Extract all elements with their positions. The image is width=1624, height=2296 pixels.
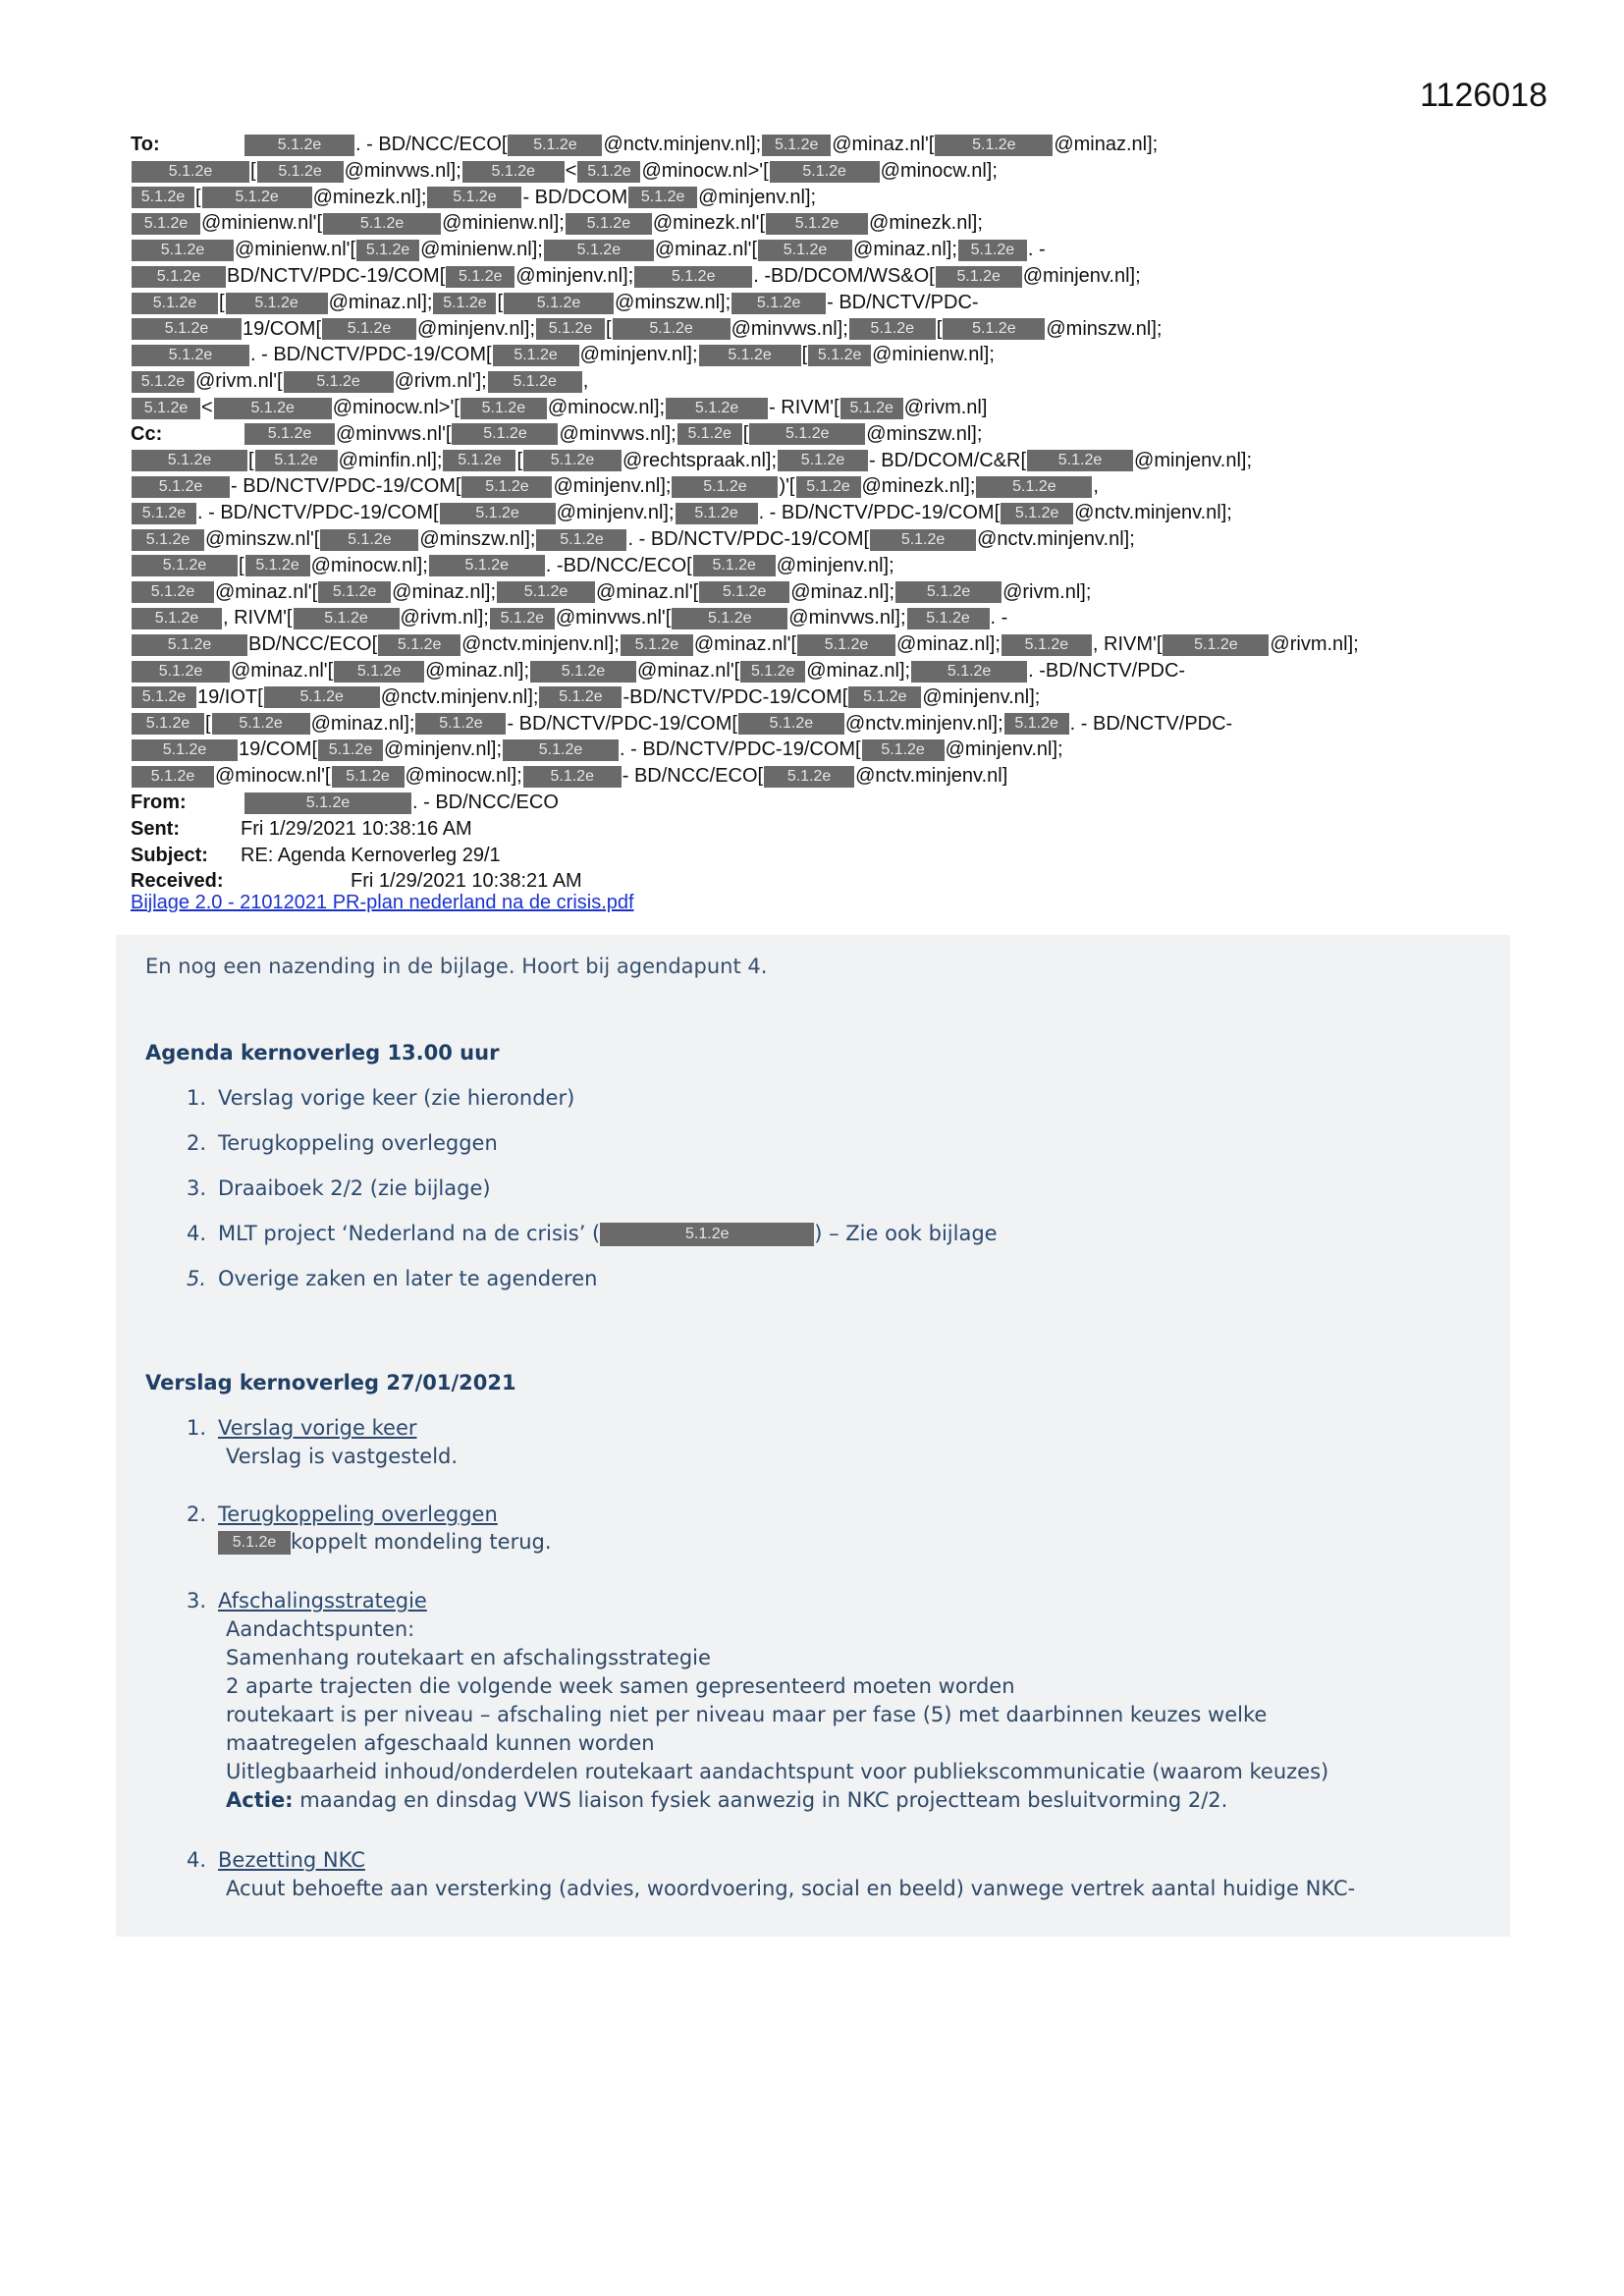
- header-line: [131, 395, 1505, 421]
- address-fragment: . -BD/DCOM/WS&O[: [753, 264, 935, 287]
- header-line: [131, 473, 1505, 500]
- verslag-item-title: 1. Verslag vorige keer: [187, 1416, 417, 1440]
- received-label: Received:: [131, 870, 224, 893]
- agenda-item: 4. MLT project ‘Nederland na de crisis’ ( 5.1.2e ) – Zie ook bijlage: [187, 1222, 998, 1245]
- redaction-box: 5.1.2e: [318, 581, 391, 603]
- redaction-box: 5.1.2e: [443, 450, 515, 471]
- header-line: [131, 448, 1505, 474]
- agenda-item: 3. Draaiboek 2/2 (zie bijlage): [187, 1176, 491, 1200]
- address-fragment: [: [936, 317, 943, 340]
- address-fragment: @rivm.nl]: [903, 396, 988, 418]
- address-fragment: @minjenv.nl];: [515, 264, 634, 287]
- address-fragment: @minienw.nl'[: [201, 212, 323, 235]
- address-fragment: BD/NCC/ECO[: [248, 633, 378, 656]
- address-fragment: [: [250, 159, 256, 182]
- redaction-box: 5.1.2e: [446, 266, 514, 288]
- redaction-box: 5.1.2e: [132, 581, 214, 603]
- redaction-box: 5.1.2e: [523, 766, 622, 788]
- redaction-box: 5.1.2e: [731, 293, 826, 314]
- address-fragment: @minaz.nl'[: [231, 659, 334, 682]
- verslag-item-title: 2. Terugkoppeling overleggen: [187, 1503, 498, 1526]
- redaction-box: 5.1.2e: [536, 529, 626, 551]
- address-fragment: , RIVM'[: [1092, 633, 1163, 656]
- redaction-box: 5.1.2e: [488, 371, 582, 393]
- header-line: [131, 210, 1505, 237]
- header-line: [131, 421, 1505, 448]
- address-fragment: @nctv.minjenv.nl];: [977, 527, 1135, 550]
- redaction-box: 5.1.2e: [132, 240, 234, 261]
- redaction-box: 5.1.2e: [544, 240, 654, 261]
- subject-row: [131, 843, 1505, 869]
- redaction-box: 5.1.2e: [1027, 450, 1133, 471]
- agenda-heading: Agenda kernoverleg 13.00 uur: [145, 1041, 500, 1065]
- to-recipients: [131, 132, 1505, 421]
- subject-label: Subject:: [131, 844, 208, 866]
- redaction-box: 5.1.2e: [132, 503, 196, 524]
- redaction-box: 5.1.2e: [452, 423, 558, 445]
- header-label: Cc:: [131, 422, 163, 445]
- redaction-box: 5.1.2e: [132, 161, 249, 183]
- redaction-box: 5.1.2e: [132, 476, 230, 498]
- address-fragment: @nctv.minjenv.nl];: [1074, 502, 1232, 524]
- redaction-box: 5.1.2e: [294, 608, 400, 629]
- address-fragment: [: [801, 344, 808, 366]
- sent-value: Fri 1/29/2021 10:38:16 AM: [241, 817, 472, 840]
- header-line: [131, 342, 1505, 368]
- redaction-box: 5.1.2e: [796, 476, 861, 498]
- address-fragment: @minaz.nl'[: [596, 580, 699, 603]
- header-line: [131, 237, 1505, 263]
- address-fragment: . - BD/NCTV/PDC-19/COM[: [627, 527, 870, 550]
- sent-row: [131, 816, 1505, 843]
- address-fragment: @minszw.nl];: [615, 291, 731, 313]
- redaction-box: 5.1.2e: [429, 555, 545, 576]
- redaction-box: 5.1.2e: [462, 161, 565, 183]
- header-line: [131, 132, 1505, 158]
- address-fragment: @minjenv.nl];: [922, 685, 1041, 708]
- header-label: To:: [131, 134, 160, 155]
- address-fragment: @nctv.minjenv.nl];: [603, 134, 762, 155]
- redaction-box: 5.1.2e: [202, 187, 312, 208]
- redaction-box: 5.1.2e: [848, 686, 921, 708]
- redaction-box: 5.1.2e: [840, 398, 903, 419]
- address-fragment: @minszw.nl];: [866, 422, 983, 445]
- address-fragment: @minocw.nl'[: [215, 765, 331, 788]
- address-fragment: @minvws.nl];: [731, 317, 848, 340]
- redaction-box: 5.1.2e: [132, 293, 218, 314]
- redaction-box: 5.1.2e: [797, 634, 895, 656]
- redaction-box: 5.1.2e: [415, 713, 506, 735]
- attachment-link[interactable]: Bijlage 2.0 - 21012021 PR-plan nederland na de crisis.pdf: [131, 892, 634, 913]
- address-fragment: - BD/DCOM: [522, 186, 628, 208]
- verslag-item-text: Acuut behoefte aan versterking (advies, woordvoering, social en beeld) vanwege vertrek aantal huidige NKC-: [226, 1877, 1356, 1900]
- redaction-box: 5.1.2e: [322, 318, 416, 340]
- redaction-box: 5.1.2e: [523, 450, 622, 471]
- redaction-box: 5.1.2e: [356, 240, 419, 261]
- address-fragment: @minocw.nl>'[: [332, 396, 460, 418]
- address-fragment: - BD/NCTV/PDC-19/COM[: [231, 475, 461, 498]
- verslag-item-text: maatregelen afgeschaald kunnen worden: [226, 1731, 655, 1755]
- redaction-box: 5.1.2e: [132, 213, 200, 235]
- redaction-box: 5.1.2e: [613, 318, 731, 340]
- address-fragment: 19/COM[: [243, 317, 322, 340]
- redaction-box: 5.1.2e: [132, 187, 194, 208]
- redaction-box: 5.1.2e: [862, 739, 945, 761]
- address-fragment: @minvws.nl'[: [555, 607, 672, 629]
- redaction-box: 5.1.2e: [132, 529, 204, 551]
- subject-value: RE: Agenda Kernoverleg 29/1: [241, 844, 501, 866]
- header-line: [131, 158, 1505, 185]
- redaction-box: 5.1.2e: [870, 529, 976, 551]
- address-fragment: <: [201, 396, 213, 418]
- header-line: [131, 500, 1505, 526]
- address-fragment: @rivm.nl'];: [394, 370, 487, 393]
- redaction-box: 5.1.2e: [497, 581, 595, 603]
- redaction-box: 5.1.2e: [132, 634, 247, 656]
- redaction-box: 5.1.2e: [911, 661, 1027, 683]
- redaction-box: 5.1.2e: [132, 371, 194, 393]
- address-fragment: . -BD/NCC/ECO[: [545, 554, 692, 576]
- sent-label: Sent:: [131, 817, 180, 840]
- address-fragment: [: [195, 186, 201, 208]
- redaction-box: 5.1.2e: [935, 135, 1053, 156]
- from-label: From:: [131, 791, 187, 813]
- email-body: [116, 935, 1510, 1937]
- address-fragment: @minaz.nl];: [425, 659, 530, 682]
- address-fragment: @nctv.minjenv.nl];: [380, 685, 539, 708]
- redaction-box: 5.1.2e: [762, 135, 831, 156]
- redaction-box: 5.1.2e: [699, 581, 789, 603]
- redaction-box: 5.1.2e: [433, 293, 496, 314]
- address-fragment: @minaz.nl'[: [832, 134, 935, 155]
- verslag-item-text: Verslag is vastgesteld.: [226, 1445, 459, 1468]
- cc-recipients: [131, 421, 1505, 790]
- address-fragment: @minaz.nl];: [328, 291, 433, 313]
- address-fragment: @minjenv.nl];: [556, 502, 675, 524]
- header-line: [131, 579, 1505, 606]
- redaction-box: 5.1.2e: [504, 293, 614, 314]
- redaction-box: 5.1.2e: [1163, 634, 1269, 656]
- verslag-item-text: Samenhang routekaart en afschalingsstrategie: [226, 1646, 711, 1669]
- address-fragment: @minaz.nl];: [896, 633, 1001, 656]
- address-fragment: @minocw.nl];: [405, 765, 522, 788]
- address-fragment: @minvws.nl];: [344, 159, 461, 182]
- header-line: [131, 316, 1505, 343]
- header-line: [131, 684, 1505, 711]
- intro-text: En nog een nazending in de bijlage. Hoort bij agendapunt 4.: [145, 955, 768, 978]
- header-line: [131, 185, 1505, 211]
- redaction-box: 5.1.2e: [770, 161, 880, 183]
- redaction-box: 5.1.2e: [334, 661, 424, 683]
- from-value: . - BD/NCC/ECO: [412, 791, 559, 813]
- address-fragment: @minocw.nl];: [310, 554, 428, 576]
- header-line: [131, 368, 1505, 395]
- redaction-box: 5.1.2e: [132, 345, 249, 366]
- address-fragment: -BD/NCTV/PDC-19/COM[: [623, 685, 848, 708]
- address-fragment: @minjenv.nl];: [698, 186, 817, 208]
- redaction-box: 5.1.2e: [323, 213, 441, 235]
- header-line: [131, 658, 1505, 684]
- redaction-box: 5.1.2e: [634, 266, 752, 288]
- redaction-box: 5.1.2e: [539, 686, 622, 708]
- address-fragment: @minjenv.nl];: [1022, 264, 1141, 287]
- redaction-box: 5.1.2e: [284, 371, 394, 393]
- address-fragment: @rivm.nl'[: [195, 370, 283, 393]
- redaction-box: 5.1.2e: [244, 793, 411, 814]
- redaction-box: 5.1.2e: [132, 739, 238, 761]
- address-fragment: @minjenv.nl];: [579, 344, 698, 366]
- redaction-box: 5.1.2e: [214, 398, 332, 419]
- address-fragment: @minvws.nl];: [559, 422, 677, 445]
- verslag-item-title: 4. Bezetting NKC: [187, 1848, 365, 1872]
- redaction-box: 5.1.2e: [378, 634, 460, 656]
- redaction-box: 5.1.2e: [218, 1531, 291, 1555]
- address-fragment: @minocw.nl>'[: [641, 159, 769, 182]
- redaction-box: 5.1.2e: [749, 423, 865, 445]
- address-fragment: @minjenv.nl];: [417, 317, 536, 340]
- redaction-box: 5.1.2e: [976, 476, 1092, 498]
- redaction-box: 5.1.2e: [255, 450, 338, 471]
- header-line: [131, 763, 1505, 790]
- address-fragment: - BD/DCOM/C&R[: [869, 449, 1027, 471]
- address-fragment: @minienw.nl];: [442, 212, 565, 235]
- redaction-box: 5.1.2e: [264, 686, 380, 708]
- redaction-box: 5.1.2e: [508, 135, 602, 156]
- address-fragment: ,: [582, 370, 589, 393]
- address-fragment: @minienw.nl];: [420, 239, 543, 261]
- verslag-item-title: 3. Afschalingsstrategie: [187, 1589, 427, 1613]
- redaction-box: 5.1.2e: [958, 240, 1027, 261]
- redaction-box: 5.1.2e: [530, 661, 636, 683]
- redaction-box: 5.1.2e: [1001, 503, 1073, 524]
- address-fragment: , RIVM'[: [223, 607, 293, 629]
- address-fragment: @minaz.nl'[: [215, 580, 318, 603]
- address-fragment: . - BD/NCC/ECO[: [355, 134, 508, 155]
- address-fragment: )'[: [779, 475, 795, 498]
- verslag-action: Actie: maandag en dinsdag VWS liaison fysiek aanwezig in NKC projectteam besluitvorming 2/2.: [226, 1788, 1228, 1812]
- verslag-item-text: Aandachtspunten:: [226, 1617, 415, 1641]
- address-fragment: @minfin.nl];: [338, 449, 443, 471]
- received-value: Fri 1/29/2021 10:38:21 AM: [351, 870, 582, 893]
- redaction-box: 5.1.2e: [758, 240, 852, 261]
- address-fragment: . -: [1027, 239, 1046, 261]
- redaction-box: 5.1.2e: [808, 345, 871, 366]
- redaction-box: 5.1.2e: [628, 187, 697, 208]
- redaction-box: 5.1.2e: [132, 266, 226, 288]
- redaction-box: 5.1.2e: [676, 503, 758, 524]
- address-fragment: 19/IOT[: [197, 685, 263, 708]
- address-fragment: @nctv.minjenv.nl];: [461, 633, 620, 656]
- address-fragment: @minvws.nl];: [788, 607, 906, 629]
- redaction-box: 5.1.2e: [577, 161, 640, 183]
- address-fragment: @minjenv.nl];: [1134, 449, 1253, 471]
- address-fragment: . -: [990, 607, 1008, 629]
- address-fragment: @minaz.nl];: [310, 712, 415, 735]
- address-fragment: [: [516, 449, 523, 471]
- redaction-box: 5.1.2e: [132, 661, 230, 683]
- verslag-item-text: Uitlegbaarheid inhoud/onderdelen routekaart aandachtspunt voor publiekscommunicatie (waarom keuzes): [226, 1760, 1329, 1783]
- redaction-box: 5.1.2e: [666, 398, 768, 419]
- address-fragment: @minjenv.nl];: [945, 738, 1063, 761]
- agenda-item: 5. Overige zaken en later te agenderen: [187, 1267, 598, 1290]
- email-header: [131, 132, 1505, 895]
- header-line: [131, 737, 1505, 763]
- address-fragment: @minjenv.nl];: [384, 738, 503, 761]
- redaction-box: 5.1.2e: [849, 318, 936, 340]
- address-fragment: 19/COM[: [239, 738, 318, 761]
- header-line: [131, 263, 1505, 290]
- redaction-box: 5.1.2e: [699, 345, 801, 366]
- address-fragment: @rivm.nl];: [400, 607, 489, 629]
- address-fragment: @minszw.nl];: [419, 527, 536, 550]
- redaction-box: 5.1.2e: [536, 318, 605, 340]
- address-fragment: [: [497, 291, 504, 313]
- redaction-box: 5.1.2e: [490, 608, 555, 629]
- header-line: [131, 605, 1505, 631]
- redaction-box: 5.1.2e: [226, 293, 328, 314]
- address-fragment: @minaz.nl];: [392, 580, 497, 603]
- address-fragment: - BD/NCC/ECO[: [622, 765, 764, 788]
- address-fragment: @minvws.nl'[: [336, 422, 452, 445]
- address-fragment: @rivm.nl];: [1002, 580, 1092, 603]
- redaction-box: 5.1.2e: [693, 555, 776, 576]
- redaction-box: 5.1.2e: [503, 739, 619, 761]
- address-fragment: @minocw.nl];: [547, 396, 666, 418]
- address-fragment: @minezk.nl'[: [652, 212, 766, 235]
- address-fragment: . - BD/NCTV/PDC-19/COM[: [758, 502, 1001, 524]
- address-fragment: [: [205, 712, 211, 735]
- verslag-item-text: routekaart is per niveau – afschaling niet per niveau maar per fase (5) met daarbinnen keuzes welke: [226, 1703, 1268, 1726]
- address-fragment: @minaz.nl];: [806, 659, 911, 682]
- redaction-box: 5.1.2e: [257, 161, 344, 183]
- address-fragment: [: [219, 291, 225, 313]
- address-fragment: @nctv.minjenv.nl];: [844, 712, 1003, 735]
- address-fragment: @minaz.nl'[: [637, 659, 740, 682]
- redaction-box: 5.1.2e: [493, 345, 579, 366]
- redaction-box: 5.1.2e: [936, 266, 1022, 288]
- address-fragment: - BD/NCTV/PDC-19/COM[: [507, 712, 737, 735]
- address-fragment: @minjenv.nl];: [553, 475, 672, 498]
- address-fragment: . -BD/NCTV/PDC-: [1028, 659, 1186, 682]
- address-fragment: @minszw.nl'[: [205, 527, 320, 550]
- redaction-box: 5.1.2e: [332, 766, 405, 788]
- redaction-box: 5.1.2e: [672, 608, 787, 629]
- address-fragment: . - BD/NCTV/PDC-19/COM[: [250, 344, 492, 366]
- redaction-box: 5.1.2e: [427, 187, 521, 208]
- redaction-box: 5.1.2e: [244, 423, 335, 445]
- redaction-box: 5.1.2e: [738, 713, 844, 735]
- redaction-box: 5.1.2e: [600, 1223, 814, 1246]
- header-line: [131, 553, 1505, 579]
- address-fragment: @minienw.nl'[: [235, 239, 356, 261]
- redaction-box: 5.1.2e: [132, 686, 196, 708]
- redaction-box: 5.1.2e: [132, 450, 247, 471]
- redaction-box: 5.1.2e: [460, 398, 547, 419]
- verslag-heading: Verslag kernoverleg 27/01/2021: [145, 1371, 516, 1394]
- redaction-box: 5.1.2e: [1004, 713, 1069, 735]
- address-fragment: - RIVM'[: [769, 396, 839, 418]
- redaction-box: 5.1.2e: [132, 713, 204, 735]
- redaction-box: 5.1.2e: [766, 213, 868, 235]
- address-fragment: . - BD/NCTV/PDC-19/COM[: [197, 502, 439, 524]
- address-fragment: [: [248, 449, 254, 471]
- header-line: [131, 290, 1505, 316]
- verslag-item-text: 2 aparte trajecten die volgende week samen gepresenteerd moeten worden: [226, 1674, 1015, 1698]
- document-number: 1126018: [1420, 77, 1547, 114]
- address-fragment: - BD/NCTV/PDC-: [827, 291, 979, 313]
- redaction-box: 5.1.2e: [132, 766, 214, 788]
- redaction-box: 5.1.2e: [132, 318, 242, 340]
- address-fragment: ,: [1093, 475, 1099, 498]
- redaction-box: 5.1.2e: [132, 555, 238, 576]
- from-row: [131, 790, 1505, 816]
- redaction-box: 5.1.2e: [212, 713, 310, 735]
- address-fragment: @rivm.nl];: [1270, 633, 1359, 656]
- address-fragment: [: [742, 422, 749, 445]
- header-line: [131, 711, 1505, 738]
- redaction-box: 5.1.2e: [677, 423, 742, 445]
- redaction-box: 5.1.2e: [895, 581, 1001, 603]
- address-fragment: @nctv.minjenv.nl]: [855, 765, 1008, 788]
- header-line: [131, 526, 1505, 553]
- redaction-box: 5.1.2e: [907, 608, 990, 629]
- redaction-box: 5.1.2e: [621, 634, 693, 656]
- redaction-box: 5.1.2e: [320, 529, 418, 551]
- redaction-box: 5.1.2e: [440, 503, 556, 524]
- redaction-box: 5.1.2e: [740, 661, 805, 683]
- address-fragment: @minaz.nl];: [853, 239, 957, 261]
- address-fragment: @minjenv.nl];: [776, 554, 894, 576]
- address-fragment: @minezk.nl];: [869, 212, 983, 235]
- redaction-box: 5.1.2e: [244, 135, 354, 156]
- redaction-box: 5.1.2e: [461, 476, 552, 498]
- address-fragment: @rechtspraak.nl];: [623, 449, 778, 471]
- address-fragment: [: [606, 317, 612, 340]
- redaction-box: 5.1.2e: [778, 450, 868, 471]
- address-fragment: @minezk.nl];: [861, 475, 976, 498]
- redaction-box: 5.1.2e: [318, 739, 383, 761]
- redaction-box: 5.1.2e: [566, 213, 652, 235]
- address-fragment: [: [239, 554, 244, 576]
- agenda-item: 2. Terugkoppeling overleggen: [187, 1131, 498, 1155]
- address-fragment: BD/NCTV/PDC-19/COM[: [227, 264, 446, 287]
- address-fragment: @minaz.nl];: [790, 580, 895, 603]
- address-fragment: @minocw.nl];: [880, 159, 998, 182]
- redaction-box: 5.1.2e: [132, 398, 200, 419]
- header-line: [131, 631, 1505, 658]
- address-fragment: . - BD/NCTV/PDC-19/COM[: [620, 738, 861, 761]
- redaction-box: 5.1.2e: [132, 608, 222, 629]
- address-fragment: <: [565, 159, 577, 182]
- redaction-box: 5.1.2e: [245, 555, 310, 576]
- redaction-box: 5.1.2e: [672, 476, 778, 498]
- address-fragment: @minaz.nl'[: [693, 633, 797, 656]
- address-fragment: @minaz.nl'[: [654, 239, 758, 261]
- address-fragment: @minszw.nl];: [1046, 317, 1163, 340]
- redaction-box: 5.1.2e: [943, 318, 1045, 340]
- redaction-box: 5.1.2e: [764, 766, 854, 788]
- agenda-item: 1. Verslag vorige keer (zie hieronder): [187, 1086, 575, 1110]
- address-fragment: . - BD/NCTV/PDC-: [1069, 712, 1233, 735]
- address-fragment: @minezk.nl];: [312, 186, 427, 208]
- verslag-item-text: 5.1.2e koppelt mondeling terug.: [218, 1530, 552, 1555]
- address-fragment: @minienw.nl];: [872, 344, 995, 366]
- address-fragment: @minaz.nl];: [1054, 134, 1159, 155]
- redaction-box: 5.1.2e: [1001, 634, 1092, 656]
